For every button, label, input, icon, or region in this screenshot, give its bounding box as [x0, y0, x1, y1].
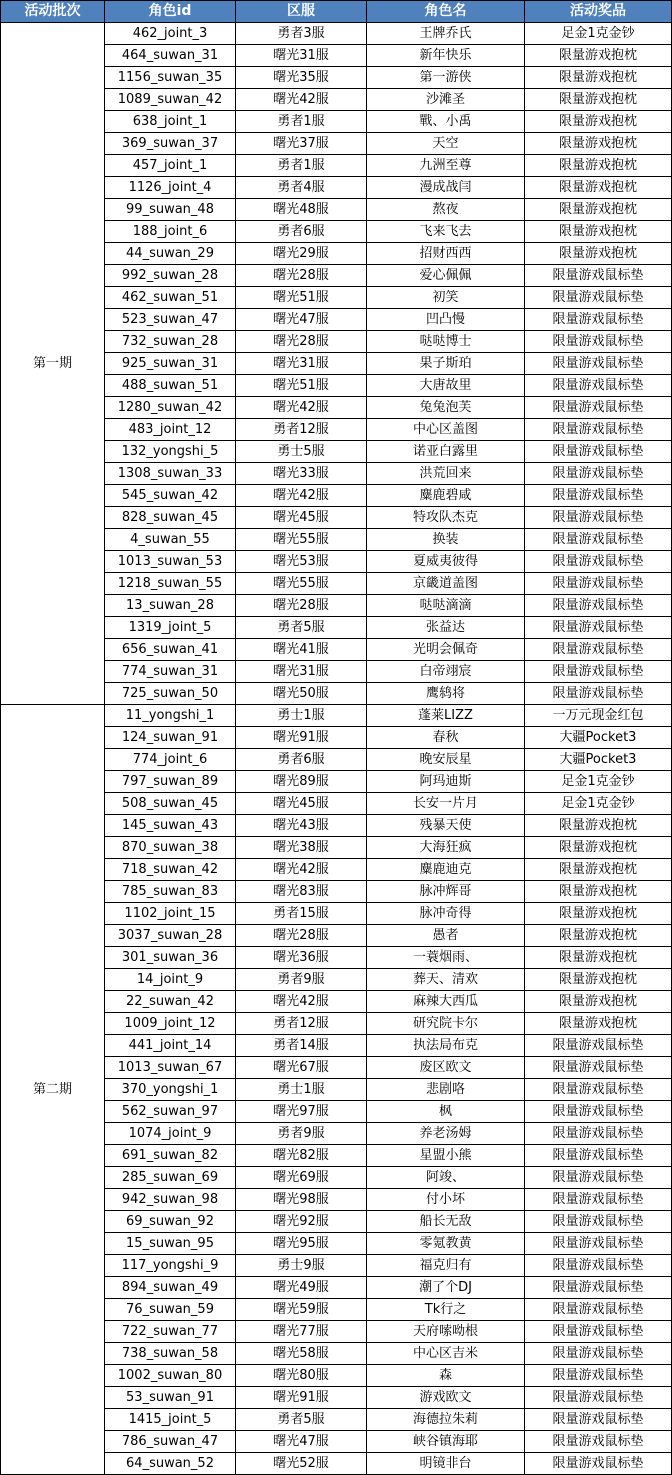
cell-role-id: 44_suwan_29: [105, 243, 236, 265]
cell-server: 曙光89服: [236, 771, 367, 793]
batch-label: 第一期: [1, 23, 105, 705]
cell-role-name: 麋鹿迪克: [367, 859, 525, 881]
cell-role-id: 369_suwan_37: [105, 133, 236, 155]
cell-server: 曙光42服: [236, 991, 367, 1013]
cell-role-name: 长安一片月: [367, 793, 525, 815]
cell-prize: 限量游戏抱枕: [525, 45, 672, 67]
cell-server: 曙光55服: [236, 529, 367, 551]
cell-prize: 限量游戏鼠标垫: [525, 1101, 672, 1123]
cell-role-id: 462_suwan_51: [105, 287, 236, 309]
cell-prize: 限量游戏鼠标垫: [525, 551, 672, 573]
cell-server: 勇者15服: [236, 903, 367, 925]
cell-prize: 限量游戏鼠标垫: [525, 661, 672, 683]
cell-server: 曙光51服: [236, 375, 367, 397]
cell-role-id: 523_suwan_47: [105, 309, 236, 331]
cell-prize: 大疆Pocket3: [525, 727, 672, 749]
cell-prize: 限量游戏鼠标垫: [525, 441, 672, 463]
cell-server: 曙光37服: [236, 133, 367, 155]
cell-server: 曙光42服: [236, 485, 367, 507]
cell-role-name: 废区欧文: [367, 1057, 525, 1079]
cell-role-name: 招财西西: [367, 243, 525, 265]
cell-role-name: 麋鹿碧咸: [367, 485, 525, 507]
batch-label: 第二期: [1, 705, 105, 1475]
cell-role-id: 718_suwan_42: [105, 859, 236, 881]
cell-role-name: 九洲至尊: [367, 155, 525, 177]
cell-role-id: 738_suwan_58: [105, 1343, 236, 1365]
cell-server: 勇者1服: [236, 155, 367, 177]
cell-server: 勇者4服: [236, 177, 367, 199]
cell-role-id: 4_suwan_55: [105, 529, 236, 551]
cell-role-name: 星盟小熊: [367, 1145, 525, 1167]
cell-server: 勇士1服: [236, 1079, 367, 1101]
table-row: [1, 705, 672, 727]
table-body: [1, 23, 672, 1475]
cell-prize: 限量游戏鼠标垫: [525, 463, 672, 485]
cell-role-name: 潮了个DJ: [367, 1277, 525, 1299]
cell-prize: 限量游戏鼠标垫: [525, 1365, 672, 1387]
cell-prize: 限量游戏抱枕: [525, 221, 672, 243]
cell-role-id: 774_suwan_31: [105, 661, 236, 683]
cell-prize: 限量游戏鼠标垫: [525, 331, 672, 353]
cell-prize: 限量游戏抱枕: [525, 881, 672, 903]
cell-prize: 限量游戏鼠标垫: [525, 287, 672, 309]
cell-prize: 限量游戏鼠标垫: [525, 1189, 672, 1211]
cell-server: 曙光52服: [236, 1453, 367, 1475]
cell-role-id: 691_suwan_82: [105, 1145, 236, 1167]
cell-role-name: 哒哒滴滴: [367, 595, 525, 617]
cell-role-id: 15_suwan_95: [105, 1233, 236, 1255]
cell-server: 曙光31服: [236, 661, 367, 683]
cell-role-name: 换装: [367, 529, 525, 551]
cell-prize: 限量游戏鼠标垫: [525, 353, 672, 375]
cell-role-id: 14_joint_9: [105, 969, 236, 991]
cell-role-name: 枫: [367, 1101, 525, 1123]
cell-prize: 限量游戏鼠标垫: [525, 595, 672, 617]
cell-role-id: 1102_joint_15: [105, 903, 236, 925]
cell-role-name: 中心区吉米: [367, 1343, 525, 1365]
cell-role-id: 1013_suwan_67: [105, 1057, 236, 1079]
cell-role-name: 洪荒回来: [367, 463, 525, 485]
table-row: [1, 23, 672, 45]
cell-server: 曙光47服: [236, 309, 367, 331]
cell-role-id: 11_yongshi_1: [105, 705, 236, 727]
cell-role-id: 992_suwan_28: [105, 265, 236, 287]
cell-prize: 限量游戏抱枕: [525, 199, 672, 221]
cell-role-id: 722_suwan_77: [105, 1321, 236, 1343]
cell-role-name: 研究院卡尔: [367, 1013, 525, 1035]
cell-role-id: 1415_joint_5: [105, 1409, 236, 1431]
cell-role-id: 508_suwan_45: [105, 793, 236, 815]
cell-role-name: 残暴天使: [367, 815, 525, 837]
cell-server: 曙光42服: [236, 89, 367, 111]
cell-role-name: 游戏欧文: [367, 1387, 525, 1409]
cell-role-name: 新年快乐: [367, 45, 525, 67]
cell-prize: 限量游戏抱枕: [525, 89, 672, 111]
cell-prize: 限量游戏鼠标垫: [525, 639, 672, 661]
cell-role-name: 愚者: [367, 925, 525, 947]
cell-role-name: Tk行之: [367, 1299, 525, 1321]
cell-prize: 限量游戏鼠标垫: [525, 1299, 672, 1321]
cell-server: 曙光97服: [236, 1101, 367, 1123]
cell-prize: 限量游戏鼠标垫: [525, 683, 672, 705]
cell-prize: 限量游戏抱枕: [525, 177, 672, 199]
cell-role-id: 797_suwan_89: [105, 771, 236, 793]
cell-role-id: 1089_suwan_42: [105, 89, 236, 111]
cell-role-id: 785_suwan_83: [105, 881, 236, 903]
cell-role-id: 1319_joint_5: [105, 617, 236, 639]
cell-role-name: 麻辣大西瓜: [367, 991, 525, 1013]
cell-role-name: 熬夜: [367, 199, 525, 221]
cell-role-id: 13_suwan_28: [105, 595, 236, 617]
cell-prize: 足金1克金钞: [525, 793, 672, 815]
cell-role-id: 132_yongshi_5: [105, 441, 236, 463]
cell-role-name: 夏威夷彼得: [367, 551, 525, 573]
cell-role-name: 森: [367, 1365, 525, 1387]
cell-prize: 限量游戏抱枕: [525, 815, 672, 837]
cell-role-name: 兔兔泡芙: [367, 397, 525, 419]
cell-prize: 限量游戏抱枕: [525, 991, 672, 1013]
cell-prize: 限量游戏抱枕: [525, 837, 672, 859]
cell-server: 曙光28服: [236, 331, 367, 353]
cell-role-name: 零氪教黄: [367, 1233, 525, 1255]
cell-role-id: 786_suwan_47: [105, 1431, 236, 1453]
cell-server: 勇者3服: [236, 23, 367, 45]
cell-role-id: 64_suwan_52: [105, 1453, 236, 1475]
cell-role-name: 一蓑烟雨、: [367, 947, 525, 969]
cell-role-name: 春秋: [367, 727, 525, 749]
cell-server: 曙光91服: [236, 1387, 367, 1409]
cell-server: 曙光98服: [236, 1189, 367, 1211]
cell-server: 曙光82服: [236, 1145, 367, 1167]
cell-prize: 限量游戏鼠标垫: [525, 1277, 672, 1299]
cell-prize: 限量游戏鼠标垫: [525, 1145, 672, 1167]
cell-role-id: 870_suwan_38: [105, 837, 236, 859]
cell-role-id: 1280_suwan_42: [105, 397, 236, 419]
cell-role-name: 大海狂疯: [367, 837, 525, 859]
cell-server: 曙光29服: [236, 243, 367, 265]
header-server: 区服: [236, 1, 367, 23]
cell-prize: 足金1克金钞: [525, 771, 672, 793]
cell-role-id: 725_suwan_50: [105, 683, 236, 705]
cell-prize: 限量游戏鼠标垫: [525, 1167, 672, 1189]
cell-prize: 限量游戏鼠标垫: [525, 529, 672, 551]
cell-prize: 限量游戏鼠标垫: [525, 1409, 672, 1431]
cell-server: 曙光53服: [236, 551, 367, 573]
cell-prize: 限量游戏鼠标垫: [525, 1123, 672, 1145]
cell-role-name: 张益达: [367, 617, 525, 639]
cell-prize: 限量游戏鼠标垫: [525, 419, 672, 441]
cell-role-name: 光明会佩奇: [367, 639, 525, 661]
cell-prize: 限量游戏鼠标垫: [525, 507, 672, 529]
cell-role-id: 1013_suwan_53: [105, 551, 236, 573]
cell-role-id: 732_suwan_28: [105, 331, 236, 353]
cell-role-id: 545_suwan_42: [105, 485, 236, 507]
cell-server: 勇者6服: [236, 221, 367, 243]
cell-role-id: 1218_suwan_55: [105, 573, 236, 595]
cell-prize: 限量游戏鼠标垫: [525, 485, 672, 507]
cell-role-id: 483_joint_12: [105, 419, 236, 441]
cell-role-id: 1156_suwan_35: [105, 67, 236, 89]
cell-prize: 限量游戏鼠标垫: [525, 573, 672, 595]
cell-role-id: 828_suwan_45: [105, 507, 236, 529]
cell-server: 曙光55服: [236, 573, 367, 595]
cell-server: 曙光42服: [236, 397, 367, 419]
cell-role-name: 天府嗦呦根: [367, 1321, 525, 1343]
cell-server: 曙光31服: [236, 353, 367, 375]
cell-role-name: 海德拉朱莉: [367, 1409, 525, 1431]
cell-server: 曙光50服: [236, 683, 367, 705]
cell-server: 曙光91服: [236, 727, 367, 749]
cell-role-name: 阿玛迪斯: [367, 771, 525, 793]
cell-role-name: 葬天、清欢: [367, 969, 525, 991]
cell-role-name: 中心区盖图: [367, 419, 525, 441]
cell-prize: 限量游戏抱枕: [525, 111, 672, 133]
cell-role-id: 117_yongshi_9: [105, 1255, 236, 1277]
cell-role-id: 942_suwan_98: [105, 1189, 236, 1211]
cell-prize: 限量游戏鼠标垫: [525, 1079, 672, 1101]
cell-role-name: 阿竣、: [367, 1167, 525, 1189]
cell-role-id: 441_joint_14: [105, 1035, 236, 1057]
cell-prize: 限量游戏抱枕: [525, 859, 672, 881]
cell-role-id: 99_suwan_48: [105, 199, 236, 221]
cell-server: 曙光28服: [236, 595, 367, 617]
cell-prize: 限量游戏抱枕: [525, 67, 672, 89]
cell-role-name: 王牌乔氏: [367, 23, 525, 45]
cell-server: 曙光35服: [236, 67, 367, 89]
cell-server: 曙光28服: [236, 265, 367, 287]
cell-role-id: 774_joint_6: [105, 749, 236, 771]
cell-server: 曙光49服: [236, 1277, 367, 1299]
cell-role-name: 戰、小禹: [367, 111, 525, 133]
cell-role-id: 301_suwan_36: [105, 947, 236, 969]
cell-server: 曙光41服: [236, 639, 367, 661]
cell-role-name: 初笑: [367, 287, 525, 309]
cell-role-id: 488_suwan_51: [105, 375, 236, 397]
cell-prize: 限量游戏抱枕: [525, 947, 672, 969]
cell-role-id: 894_suwan_49: [105, 1277, 236, 1299]
cell-server: 曙光95服: [236, 1233, 367, 1255]
cell-server: 曙光47服: [236, 1431, 367, 1453]
cell-role-name: 明镜非台: [367, 1453, 525, 1475]
cell-role-id: 656_suwan_41: [105, 639, 236, 661]
cell-prize: 足金1克金钞: [525, 23, 672, 45]
cell-role-id: 464_suwan_31: [105, 45, 236, 67]
cell-role-name: 脉冲奇得: [367, 903, 525, 925]
cell-server: 曙光59服: [236, 1299, 367, 1321]
header-role-name: 角色名: [367, 1, 525, 23]
cell-server: 曙光92服: [236, 1211, 367, 1233]
cell-prize: 限量游戏鼠标垫: [525, 1035, 672, 1057]
cell-prize: 限量游戏鼠标垫: [525, 1343, 672, 1365]
cell-role-name: 悲剧咯: [367, 1079, 525, 1101]
cell-server: 勇者6服: [236, 749, 367, 771]
cell-role-id: 53_suwan_91: [105, 1387, 236, 1409]
cell-prize: 限量游戏鼠标垫: [525, 1431, 672, 1453]
cell-role-name: 鹰鸫将: [367, 683, 525, 705]
cell-role-id: 285_suwan_69: [105, 1167, 236, 1189]
header-row: [1, 1, 672, 23]
cell-server: 曙光58服: [236, 1343, 367, 1365]
cell-server: 曙光48服: [236, 199, 367, 221]
cell-role-id: 69_suwan_92: [105, 1211, 236, 1233]
cell-role-name: 付小坏: [367, 1189, 525, 1211]
cell-prize: 限量游戏鼠标垫: [525, 1211, 672, 1233]
cell-role-name: 船长无敌: [367, 1211, 525, 1233]
cell-server: 勇者5服: [236, 617, 367, 639]
cell-role-name: 特攻队杰克: [367, 507, 525, 529]
cell-role-id: 457_joint_1: [105, 155, 236, 177]
cell-server: 勇士1服: [236, 705, 367, 727]
cell-prize: 限量游戏鼠标垫: [525, 397, 672, 419]
cell-server: 勇者1服: [236, 111, 367, 133]
cell-role-id: 22_suwan_42: [105, 991, 236, 1013]
cell-server: 勇者5服: [236, 1409, 367, 1431]
cell-role-name: 凹凸慢: [367, 309, 525, 331]
cell-prize: 一万元现金红包: [525, 705, 672, 727]
cell-role-name: 飞来飞去: [367, 221, 525, 243]
cell-prize: 限量游戏抱枕: [525, 133, 672, 155]
cell-role-name: 果子斯珀: [367, 353, 525, 375]
cell-server: 曙光36服: [236, 947, 367, 969]
cell-server: 曙光43服: [236, 815, 367, 837]
cell-role-id: 188_joint_6: [105, 221, 236, 243]
cell-server: 曙光69服: [236, 1167, 367, 1189]
cell-role-id: 370_yongshi_1: [105, 1079, 236, 1101]
cell-role-name: 白帝翊宸: [367, 661, 525, 683]
cell-prize: 限量游戏鼠标垫: [525, 617, 672, 639]
cell-prize: 限量游戏抱枕: [525, 1013, 672, 1035]
cell-server: 曙光67服: [236, 1057, 367, 1079]
cell-role-id: 3037_suwan_28: [105, 925, 236, 947]
cell-role-name: 大唐故里: [367, 375, 525, 397]
cell-server: 勇者12服: [236, 419, 367, 441]
header-batch: 活动批次: [1, 1, 105, 23]
cell-prize: 限量游戏鼠标垫: [525, 1057, 672, 1079]
cell-server: 勇者14服: [236, 1035, 367, 1057]
cell-prize: 限量游戏鼠标垫: [525, 1233, 672, 1255]
cell-server: 曙光51服: [236, 287, 367, 309]
cell-role-name: 京畿道盖图: [367, 573, 525, 595]
cell-server: 曙光80服: [236, 1365, 367, 1387]
cell-role-name: 哒哒博士: [367, 331, 525, 353]
cell-prize: 限量游戏抱枕: [525, 925, 672, 947]
cell-role-name: 沙滩圣: [367, 89, 525, 111]
cell-role-id: 1002_suwan_80: [105, 1365, 236, 1387]
cell-prize: 限量游戏鼠标垫: [525, 1321, 672, 1343]
cell-role-name: 福克归有: [367, 1255, 525, 1277]
cell-server: 勇士9服: [236, 1255, 367, 1277]
cell-server: 曙光77服: [236, 1321, 367, 1343]
cell-prize: 大疆Pocket3: [525, 749, 672, 771]
cell-server: 曙光45服: [236, 507, 367, 529]
cell-role-name: 第一游侠: [367, 67, 525, 89]
cell-server: 曙光28服: [236, 925, 367, 947]
cell-role-name: 漫成战闫: [367, 177, 525, 199]
cell-role-id: 925_suwan_31: [105, 353, 236, 375]
cell-role-id: 1126_joint_4: [105, 177, 236, 199]
cell-server: 曙光83服: [236, 881, 367, 903]
cell-role-id: 124_suwan_91: [105, 727, 236, 749]
cell-role-id: 145_suwan_43: [105, 815, 236, 837]
cell-prize: 限量游戏抱枕: [525, 969, 672, 991]
cell-role-name: 执法局布克: [367, 1035, 525, 1057]
cell-prize: 限量游戏鼠标垫: [525, 1387, 672, 1409]
header-prize: 活动奖品: [525, 1, 672, 23]
cell-role-id: 638_joint_1: [105, 111, 236, 133]
cell-role-name: 峡谷镇海耶: [367, 1431, 525, 1453]
cell-server: 曙光31服: [236, 45, 367, 67]
cell-role-name: 晚安辰星: [367, 749, 525, 771]
cell-server: 曙光42服: [236, 859, 367, 881]
cell-server: 勇者12服: [236, 1013, 367, 1035]
cell-prize: 限量游戏抱枕: [525, 155, 672, 177]
cell-server: 勇士5服: [236, 441, 367, 463]
cell-role-id: 1074_joint_9: [105, 1123, 236, 1145]
cell-server: 勇者9服: [236, 969, 367, 991]
cell-role-name: 爱心佩佩: [367, 265, 525, 287]
cell-role-id: 462_joint_3: [105, 23, 236, 45]
cell-prize: 限量游戏抱枕: [525, 903, 672, 925]
cell-server: 勇者9服: [236, 1123, 367, 1145]
cell-role-name: 养老汤姆: [367, 1123, 525, 1145]
cell-role-id: 562_suwan_97: [105, 1101, 236, 1123]
cell-role-id: 76_suwan_59: [105, 1299, 236, 1321]
cell-server: 曙光45服: [236, 793, 367, 815]
cell-prize: 限量游戏抱枕: [525, 243, 672, 265]
cell-prize: 限量游戏鼠标垫: [525, 1255, 672, 1277]
cell-prize: 限量游戏鼠标垫: [525, 375, 672, 397]
cell-role-name: 脉冲辉哥: [367, 881, 525, 903]
cell-role-name: 蓬莱LIZZ: [367, 705, 525, 727]
cell-prize: 限量游戏鼠标垫: [525, 1453, 672, 1475]
cell-role-name: 诺亚白露里: [367, 441, 525, 463]
cell-server: 曙光38服: [236, 837, 367, 859]
header-role-id: 角色id: [105, 1, 236, 23]
cell-role-id: 1308_suwan_33: [105, 463, 236, 485]
cell-server: 曙光33服: [236, 463, 367, 485]
cell-role-id: 1009_joint_12: [105, 1013, 236, 1035]
cell-prize: 限量游戏鼠标垫: [525, 265, 672, 287]
cell-role-name: 天空: [367, 133, 525, 155]
cell-prize: 限量游戏鼠标垫: [525, 309, 672, 331]
